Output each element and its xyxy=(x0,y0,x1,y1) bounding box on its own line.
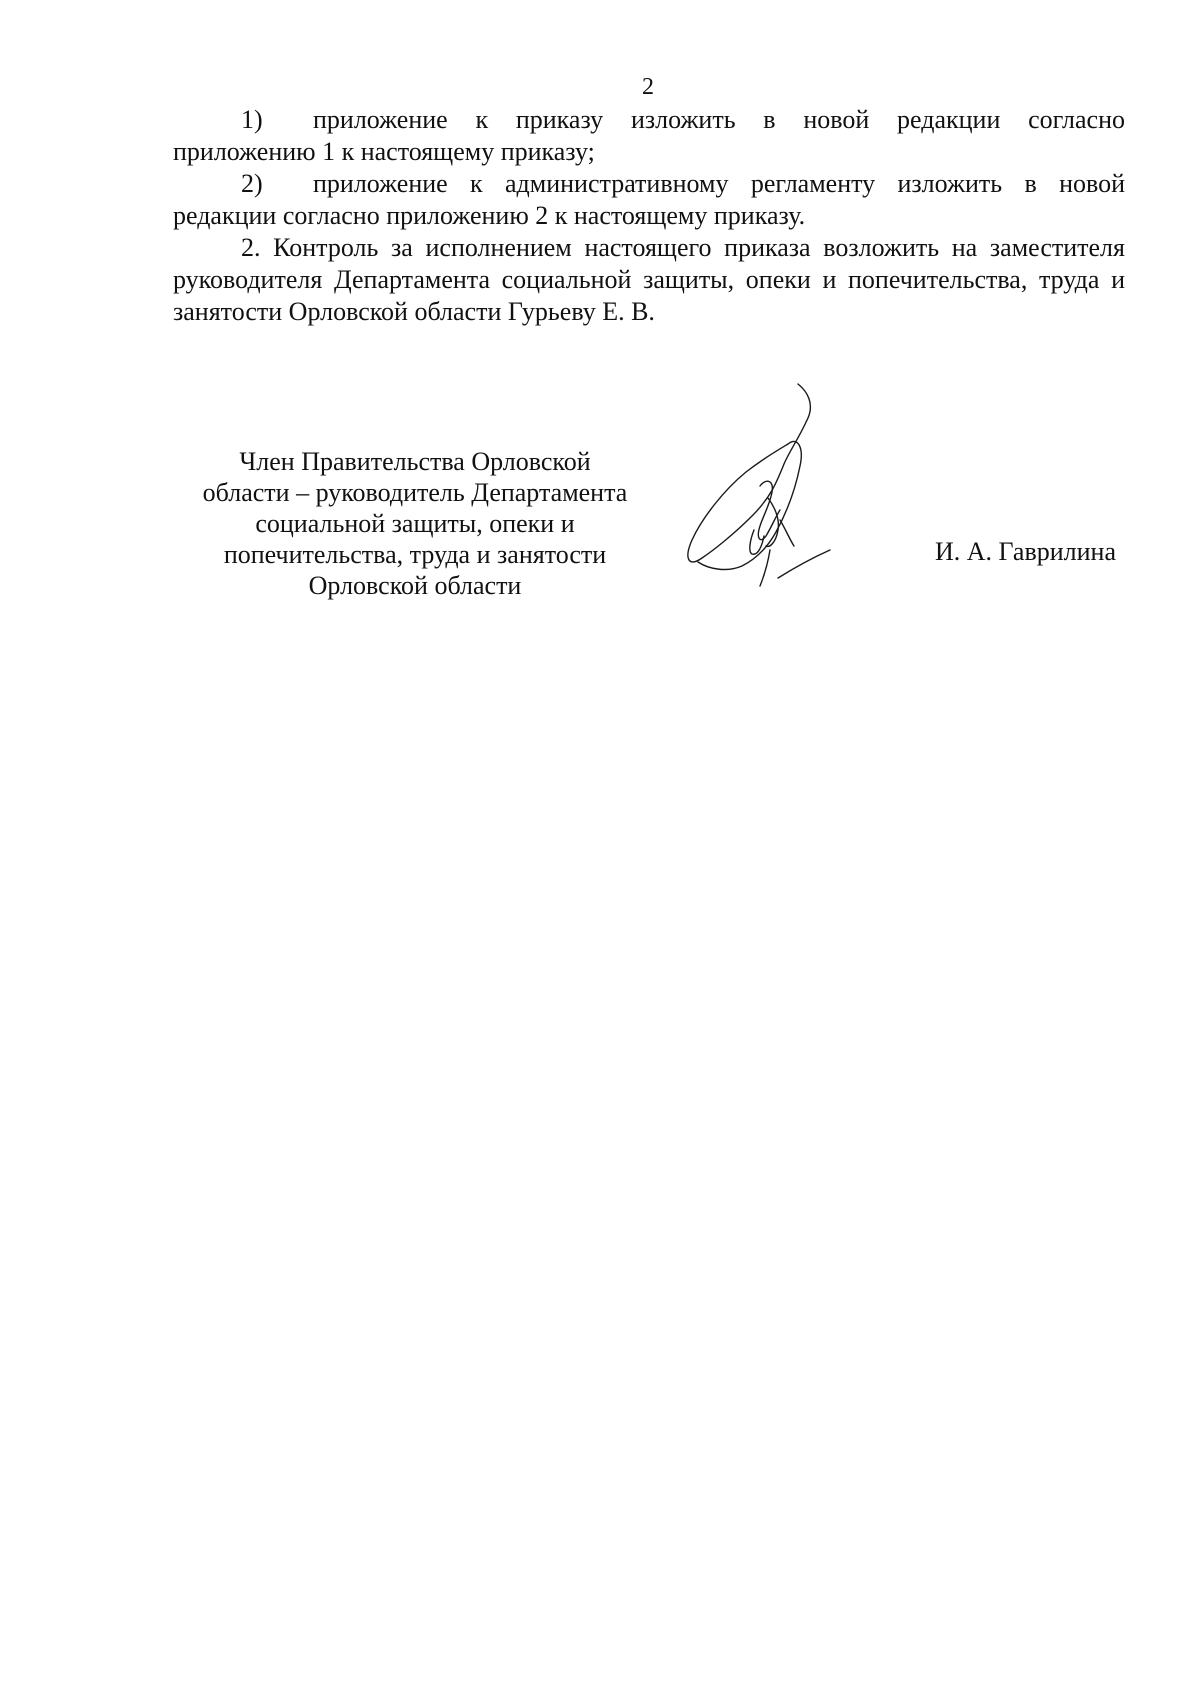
list-item-2-number: 2) xyxy=(241,169,263,198)
list-item-1 xyxy=(173,104,1125,168)
list-item-1-text: приложение к приказу изложить в новой редакции согласно приложению 1 к настоящему приказу; xyxy=(173,105,1125,166)
page-number: 2 xyxy=(642,74,654,100)
signatory-title-line: области – руководитель Департамента xyxy=(202,478,628,507)
signatory-title-line: Орловской области xyxy=(308,571,522,600)
handwritten-signature xyxy=(680,380,850,610)
list-item-1-number: 1) xyxy=(241,105,263,134)
signatory-title-line: попечительства, труда и занятости xyxy=(223,540,607,569)
list-item-2 xyxy=(173,168,1125,232)
document-body xyxy=(173,104,1125,328)
signatory-title-line: социальной защиты, опеки и xyxy=(255,509,575,538)
signatory-title xyxy=(180,446,650,601)
signatory-name: И. А. Гаврилина xyxy=(935,537,1117,566)
signatory-title-line: Член Правительства Орловской xyxy=(239,447,591,476)
control-paragraph: 2. Контроль за исполнением настоящего приказа возложить на заместителя руководителя Департамента социальной защиты, опеки и попечительства, труда и занятости Орловской области Гурьеву Е. В. xyxy=(173,233,1125,326)
list-item-2-text: приложение к административному регламенту изложить в новой редакции согласно приложению 2 к настоящему приказу. xyxy=(173,169,1125,230)
